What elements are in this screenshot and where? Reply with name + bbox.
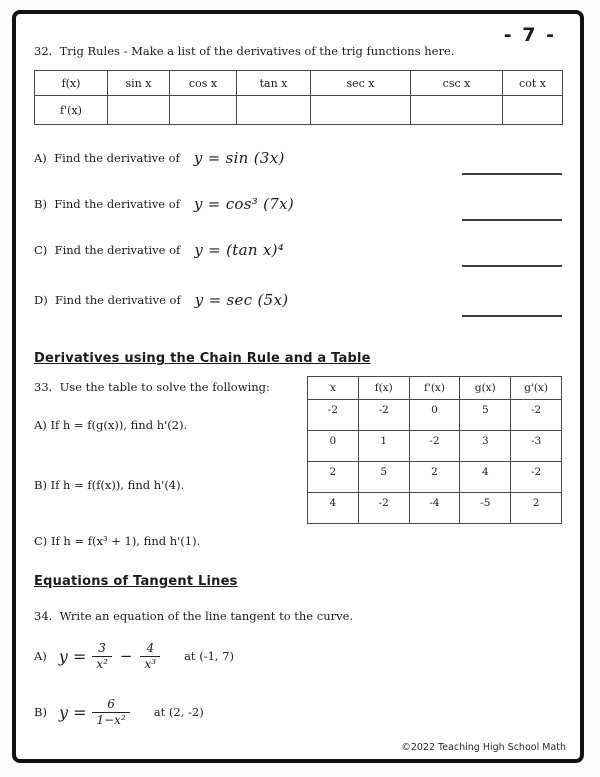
trig-answer-cell[interactable] — [237, 96, 311, 125]
part-label: A) — [34, 649, 47, 663]
fraction — [140, 641, 160, 671]
trig-table-header-cell: sec x — [311, 71, 411, 96]
values-table-cell: 5 — [358, 462, 409, 493]
function-values-table — [307, 376, 562, 524]
values-table-cell: 0 — [308, 431, 359, 462]
problem-32d-prompt: D) Find the derivative of — [34, 293, 181, 307]
trig-table-header-cell: sin x — [108, 71, 170, 96]
values-table-header-cell: f(x) — [358, 377, 409, 400]
values-table-header-row — [308, 377, 562, 400]
problem-32a-prompt: A) Find the derivative of — [34, 151, 180, 165]
question-32-title: 32. Trig Rules - Make a list of the derivatives of the trig functions here. — [34, 44, 455, 58]
values-table-cell: -3 — [511, 431, 562, 462]
values-table-header-cell: g(x) — [460, 377, 511, 400]
fraction — [92, 641, 112, 671]
question-34-part-a — [34, 635, 562, 677]
values-table-row — [308, 493, 562, 524]
trig-table-answer-row — [35, 96, 563, 125]
trig-table-header-cell: cot x — [503, 71, 563, 96]
fraction-denominator: x² — [92, 656, 112, 671]
problem-32a-row — [34, 135, 562, 181]
part-label: B) — [34, 705, 47, 719]
math-lead: y = — [58, 646, 87, 666]
values-table-cell: -2 — [511, 400, 562, 431]
worksheet-page — [12, 10, 584, 763]
fraction-numerator: 3 — [98, 641, 106, 656]
values-table-cell: 2 — [308, 462, 359, 493]
copyright-footer: ©2022 Teaching High School Math — [401, 742, 566, 753]
values-table-cell: -4 — [409, 493, 460, 524]
values-table-row — [308, 462, 562, 493]
math-lead: y = — [58, 702, 87, 722]
question-33-title: 33. Use the table to solve the following: — [34, 380, 270, 394]
values-table-header-cell: f'(x) — [409, 377, 460, 400]
trig-answer-cell[interactable] — [503, 96, 563, 125]
values-table-cell: -2 — [308, 400, 359, 431]
trig-answer-cell[interactable] — [411, 96, 503, 125]
trig-table-header-row — [35, 71, 563, 96]
problem-32b-row — [34, 181, 562, 227]
values-table-header-cell: x — [308, 377, 359, 400]
values-table-cell: 5 — [460, 400, 511, 431]
trig-table-header-cell: csc x — [411, 71, 503, 96]
problem-32d-formula: y = sec (5x) — [194, 291, 289, 309]
values-table-cell: -2 — [511, 462, 562, 493]
question-34-title: 34. Write an equation of the line tangent to the curve. — [34, 609, 354, 623]
values-table-row — [308, 400, 562, 431]
values-table-cell: 4 — [460, 462, 511, 493]
values-table-header-cell: g'(x) — [511, 377, 562, 400]
minus-operator: − — [119, 647, 133, 665]
values-table-cell: -5 — [460, 493, 511, 524]
trig-answer-cell[interactable] — [108, 96, 170, 125]
trig-derivatives-table — [34, 70, 563, 125]
section-heading-chain-rule: Derivatives using the Chain Rule and a Table — [34, 351, 371, 366]
fraction-numerator: 4 — [146, 641, 155, 656]
evaluation-point: at (-1, 7) — [184, 649, 234, 663]
trig-table-header-cell: tan x — [237, 71, 311, 96]
problem-32d-row — [34, 277, 562, 323]
page-number: - 7 - — [503, 24, 556, 46]
values-table-cell: 1 — [358, 431, 409, 462]
values-table-cell: -2 — [358, 493, 409, 524]
question-33-part-c: C) If h = f(x³ + 1), find h'(1). — [34, 534, 201, 548]
values-table-cell: 2 — [511, 493, 562, 524]
trig-table-header-cell: cos x — [170, 71, 237, 96]
trig-table-header-cell: f(x) — [35, 71, 108, 96]
problem-32b-prompt: B) Find the derivative of — [34, 197, 180, 211]
answer-line-32d[interactable] — [462, 315, 562, 317]
values-table-cell: -2 — [409, 431, 460, 462]
fraction-denominator: 1−x² — [92, 712, 129, 727]
values-table-cell: 2 — [409, 462, 460, 493]
answer-line-32b[interactable] — [462, 219, 562, 221]
values-table-cell: 0 — [409, 400, 460, 431]
evaluation-point: at (2, -2) — [153, 705, 204, 719]
answer-line-32a[interactable] — [462, 173, 562, 175]
trig-answer-cell[interactable] — [170, 96, 237, 125]
problem-32c-row — [34, 227, 562, 273]
section-heading-tangent-lines: Equations of Tangent Lines — [34, 574, 238, 589]
trig-answer-cell[interactable] — [311, 96, 411, 125]
question-33-block — [34, 366, 562, 548]
values-table-cell: -2 — [358, 400, 409, 431]
question-33-part-a: A) If h = f(g(x)), find h'(2). — [34, 418, 188, 432]
question-34-part-b — [34, 691, 562, 733]
values-table-cell: 3 — [460, 431, 511, 462]
problem-32c-prompt: C) Find the derivative of — [34, 243, 181, 257]
problem-32b-formula: y = cos³ (7x) — [193, 195, 295, 213]
answer-line-32c[interactable] — [462, 265, 562, 267]
values-table-row — [308, 431, 562, 462]
question-33-part-b: B) If h = f(f(x)), find h'(4). — [34, 478, 185, 492]
problem-32c-formula: y = (tan x)⁴ — [194, 241, 285, 259]
fraction — [92, 697, 129, 727]
values-table-cell: 4 — [308, 493, 359, 524]
problem-32a-formula: y = sin (3x) — [193, 149, 285, 167]
fraction-numerator: 6 — [107, 697, 115, 712]
fraction-denominator: x³ — [140, 656, 160, 671]
trig-derivative-row-label: f'(x) — [35, 96, 108, 125]
